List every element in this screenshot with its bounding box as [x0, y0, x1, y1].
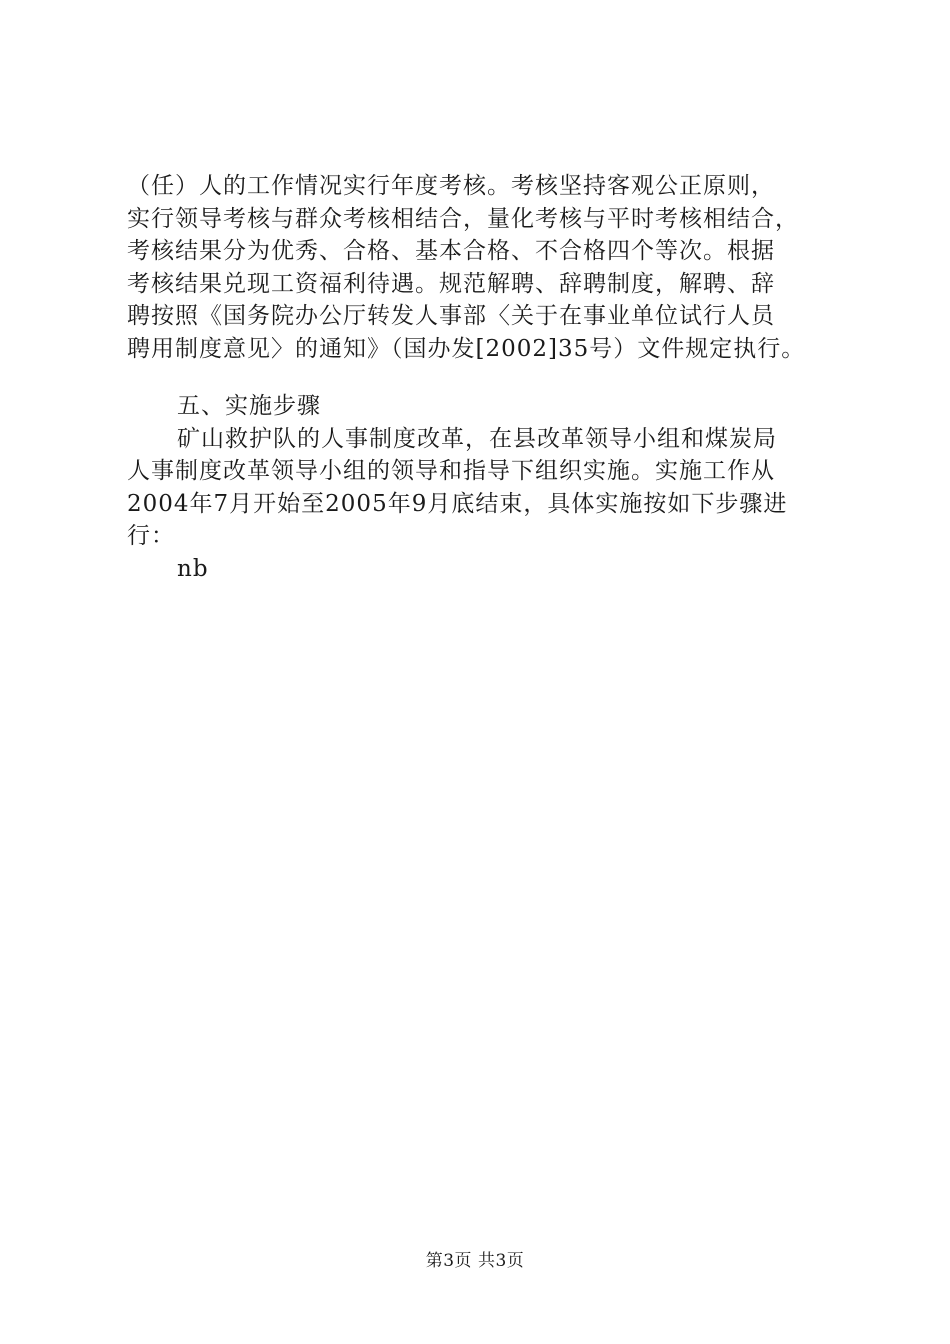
text-line: 实行领导考核与群众考核相结合，量化考核与平时考核相结合，: [127, 205, 799, 232]
text-line: 考核结果分为优秀、合格、基本合格、不合格四个等次。根据: [127, 238, 775, 264]
text-line: 2004年7月开始至2005年9月底结束，具体实施按如下步骤进: [127, 490, 788, 517]
text-line: 人事制度改革领导小组的领导和指导下组织实施。实施工作从: [127, 458, 775, 484]
text-line: （任）人的工作情况实行年度考核。考核坚持客观公正原则，: [127, 173, 775, 199]
text-line: 聘用制度意见〉的通知》（国办发[2002]35号）文件规定执行。: [127, 335, 806, 362]
paragraph-assessment: [127, 170, 847, 365]
text-line: 聘按照《国务院办公厅转发人事部〈关于在事业单位试行人员: [127, 303, 775, 329]
section-heading: 五、实施步骤: [177, 393, 321, 419]
text-line: 行：: [127, 523, 175, 549]
trailing-text: nb: [177, 555, 209, 582]
text-line: 考核结果兑现工资福利待遇。规范解聘、辞聘制度，解聘、辞: [127, 270, 775, 297]
section-implementation: [127, 390, 847, 585]
text-line: 矿山救护队的人事制度改革，在县改革领导小组和煤炭局: [177, 425, 777, 452]
page-footer: 第3页 共3页: [425, 1251, 525, 1271]
